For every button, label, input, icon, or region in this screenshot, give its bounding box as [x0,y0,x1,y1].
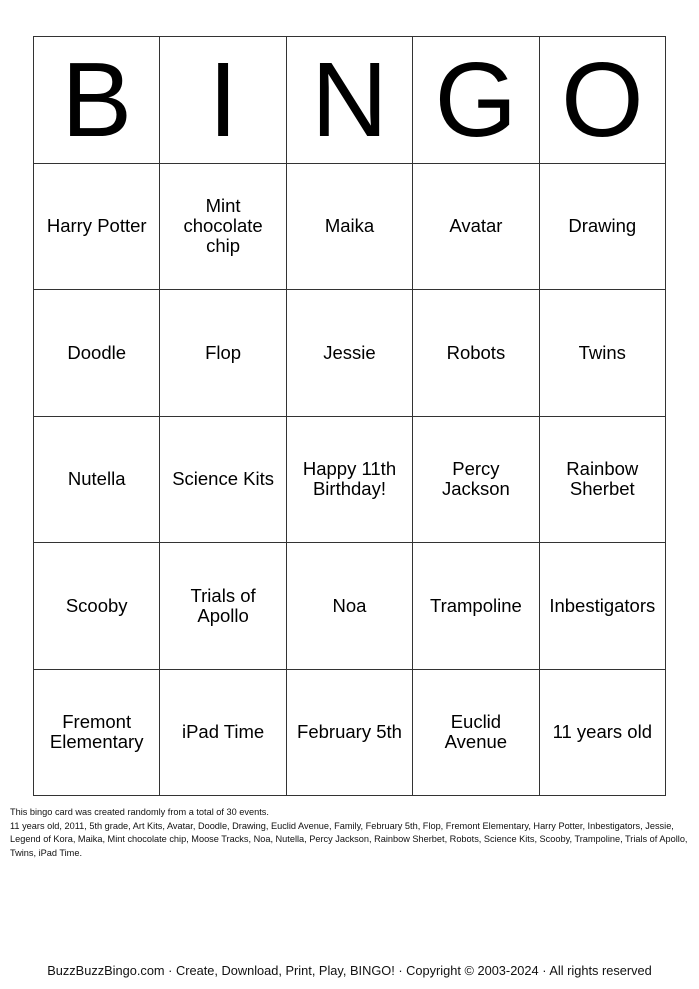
note-event-list: 11 years old, 2011, 5th grade, Art Kits, Avatar, Doodle, Drawing, Euclid Avenue, Family, February 5th, Flop, Fremont Elementary, Harry Potter, Inbestigators, Jessie, Legend of Kora, Maika, Mint chocolate chip, Moose Tracks, Noa, Nutella, Percy Jackson, Rainbow Sherbet, Robots, Science Kits, Scooby, Trampoline, Trials of Apollo, Twins, iPad Time. [10,820,688,858]
cell-text: Scooby [65,594,128,616]
bingo-cell [540,290,666,417]
cell-text: Doodle [67,341,127,363]
cell-text: Noa [332,594,367,616]
bingo-cell [287,290,413,417]
bingo-cell [34,417,160,544]
bingo-cell [413,417,539,544]
cell-text: Science Kits [172,468,274,490]
header-letter-n: N [287,37,413,164]
header-letter-g: G [413,37,539,164]
cell-text: Fremont Elementary [49,711,144,753]
cell-text: 11 years old [552,721,652,743]
cell-text: February 5th [297,721,402,743]
bingo-cell-center [287,417,413,544]
bingo-cell [287,543,413,670]
cell-text: Trials of Apollo [190,584,256,626]
bingo-cell [160,543,286,670]
header-letter-o: O [540,37,666,164]
cell-text: Twins [578,341,626,363]
header-letter-b: B [34,37,160,164]
bingo-cell [540,417,666,544]
note-intro: This bingo card was created randomly from a total of 30 events. [10,807,269,817]
bingo-cell [34,670,160,797]
bingo-cell [160,417,286,544]
cell-text: iPad Time [181,721,265,743]
cell-text: Maika [324,215,375,237]
bingo-cell [160,290,286,417]
bingo-cell [34,164,160,291]
cell-text: Inbestigators [549,594,656,616]
bingo-cell [413,670,539,797]
bingo-cell [540,543,666,670]
bingo-card [33,36,666,796]
bingo-cell [413,290,539,417]
cell-text: Mint chocolate chip [183,195,263,257]
bingo-cell [540,670,666,797]
header-letter-i: I [160,37,286,164]
bingo-cell [540,164,666,291]
bingo-cell [34,290,160,417]
cell-text: Robots [446,341,506,363]
cell-text: Percy Jackson [441,458,510,500]
cell-text: Drawing [568,215,637,237]
footer-text: BuzzBuzzBingo.com · Create, Download, Print, Play, BINGO! · Copyright © 2003-2024 · All rights reserved [47,963,652,978]
cell-text: Rainbow Sherbet [566,458,639,500]
bingo-cell [287,670,413,797]
cell-text: Trampoline [429,594,522,616]
cell-text: Euclid Avenue [444,711,508,753]
bingo-cell [413,543,539,670]
cell-text: Avatar [449,215,503,237]
card-note [10,806,690,860]
cell-text: Harry Potter [46,215,147,237]
bingo-cell [287,164,413,291]
bingo-cell [413,164,539,291]
cell-text: Happy 11th Birthday! [302,458,397,500]
cell-text: Flop [205,341,242,363]
cell-text: Nutella [67,468,126,490]
cell-text: Jessie [323,341,376,363]
bingo-cell [160,164,286,291]
bingo-cell [34,543,160,670]
bingo-cell [160,670,286,797]
